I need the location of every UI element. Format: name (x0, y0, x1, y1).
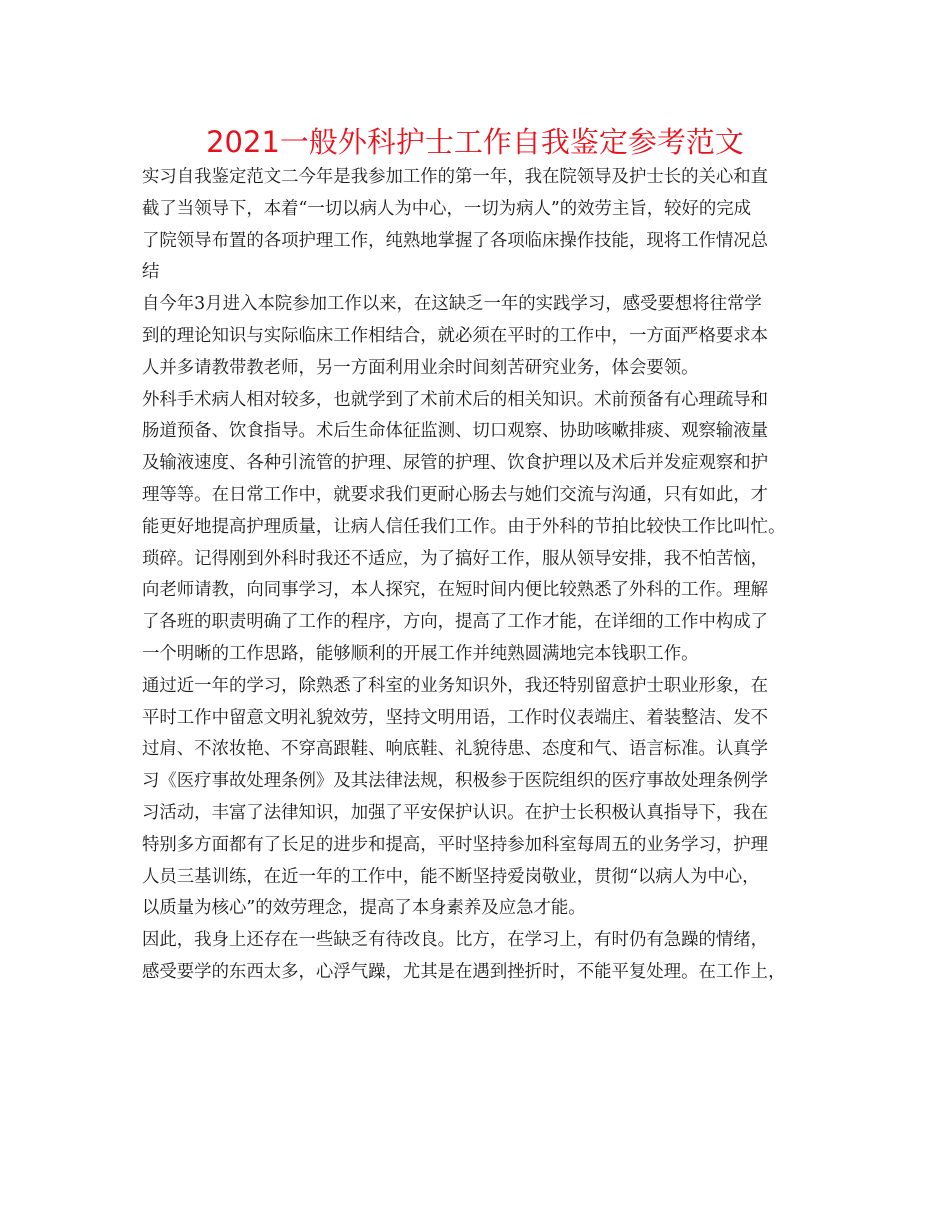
body-line: 实习自我鉴定范文二今年是我参加工作的第一年，我在院领导及护士长的关心和直 (142, 167, 769, 187)
body-line: 到的理论知识与实际临床工作相结合，就必须在平时的工作中，一方面严格要求本 (142, 325, 769, 346)
body-line: 了各班的职责明确了工作的程序，方向，提高了工作才能，在详细的工作中构成了 (142, 612, 769, 633)
body-line: 及输液速度、各种引流管的护理、尿管的护理、饮食护理以及术后并发症观察和护 (142, 453, 769, 474)
body-line: 习活动，丰富了法律知识，加强了平安保护认识。在护士长积极认真指导下，我在 (142, 802, 769, 823)
body-line: 外科手术病人相对较多，也就学到了术前术后的相关知识。术前预备有心理疏导和 (142, 389, 769, 410)
body-line: 习《医疗事故处理条例》及其法律法规，积极参于医院组织的医疗事故处理条例学 (142, 771, 769, 792)
body-line: 肠道预备、饮食指导。术后生命体征监测、切口观察、协助咳嗽排痰、观察输液量 (142, 421, 769, 442)
body-line: 了院领导布置的各项护理工作，纯熟地掌握了各项临床操作技能，现将工作情况总 (142, 230, 769, 251)
body-line: 过肩、不浓妆艳、不穿高跟鞋、响底鞋、礼貌待患、态度和气、语言标准。认真学 (142, 739, 769, 760)
body-line: 琐碎。记得刚到外科时我还不适应，为了搞好工作，服从领导安排，我不怕苦恼， (142, 548, 769, 569)
body-line: 结 (142, 262, 160, 283)
body-line: 因此，我身上还存在一些缺乏有待改良。比方，在学习上，有时仍有急躁的情绪， (142, 930, 769, 951)
body-line: 一个明晰的工作思路，能够顺利的开展工作并纯熟圆满地完本钱职工作。 (142, 643, 699, 664)
document-body (142, 162, 832, 989)
body-line: 自今年3月进入本院参加工作以来，在这缺乏一年的实践学习，感受要想将往常学 (142, 294, 762, 315)
body-line: 特别多方面都有了长足的进步和提高，平时坚持参加科室每周五的业务学习，护理 (142, 834, 769, 855)
body-line: 能更好地提高护理质量，让病人信任我们工作。由于外科的节拍比较快工作比叫忙。 (142, 516, 786, 537)
body-line: 人员三基训练，在近一年的工作中，能不断坚持爱岗敬业，贯彻“以病人为中心， (142, 866, 760, 887)
document-title: 2021一般外科护士工作自我鉴定参考范文 (206, 125, 744, 159)
body-line: 理等等。在日常工作中，就要求我们更耐心肠去与她们交流与沟通，只有如此，才 (142, 484, 769, 505)
body-line: 以质量为核心”的效劳理念，提高了本身素养及应急才能。 (142, 898, 586, 919)
body-line: 向老师请教，向同事学习，本人探究，在短时间内便比较熟悉了外科的工作。理解 (142, 580, 769, 601)
body-line: 感受要学的东西太多，心浮气躁，尤其是在遇到挫折时，不能平复处理。在工作上， (142, 961, 786, 982)
body-line: 通过近一年的学习，除熟悉了科室的业务知识外，我还特别留意护士职业形象，在 (142, 675, 769, 696)
body-line: 人并多请教带教老师，另一方面利用业余时间刻苦研究业务，体会要领。 (142, 357, 699, 378)
body-line: 平时工作中留意文明礼貌效劳，坚持文明用语，工作时仪表端庄、着装整洁、发不 (142, 707, 769, 728)
body-line: 截了当领导下，本着“一切以病人为中心，一切为病人”的效劳主旨，较好的完成 (142, 198, 752, 219)
